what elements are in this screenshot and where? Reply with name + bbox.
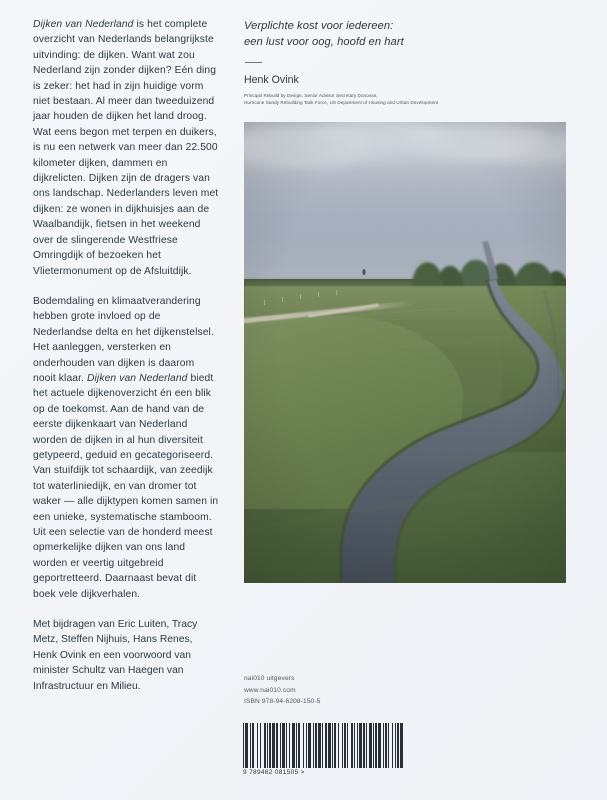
colophon-block bbox=[244, 673, 321, 708]
photo-scene bbox=[244, 122, 566, 583]
quote-line-1: Verplichte kost voor iedereen: bbox=[244, 20, 394, 32]
barcode-digits: 9 789462 081505 > bbox=[243, 769, 305, 776]
publisher-name: nai010 uitgevers bbox=[244, 675, 295, 682]
isbn-text: ISBN 978-94-6208-150-5 bbox=[244, 698, 321, 706]
contributors-paragraph: Met bijdragen van Eric Luiten, Tracy Metz, Steffen Nijhuis, Hans Renes, Henk Ovink en een voorwoord van minister Schultz van Haegen van Infrastructuur en Milieu. bbox=[33, 619, 198, 692]
photo-furrow bbox=[244, 342, 474, 365]
book-title-italic-2: Dijken van Nederland bbox=[87, 372, 188, 384]
quote-divider-rule bbox=[245, 62, 262, 63]
barcode-bars bbox=[243, 723, 404, 768]
blurb-paragraph-1-text: is het complete overzicht van Nederlands belangrijkste uitvinding: de dijken. Want wat zou Nederland zijn zonder dijken? Eén ding is zeker: het had in zijn huidige vorm niet bestaan. Al meer dan tweeduizend jaar houden de dijken het land droog. Wat eens begon met terpen en duikers, is nu een netwerk van meer dan 22.500 kilometer dijken, dammen en dijkrelicten. Dijken zijn de dragers van ons landschap. Nederlanders leven met dijken: ze wonen in dijkhuisjes aan de Waalbandijk, fietsen in het weekend over de slingerende Westfriese Omringdijk of bezoeken het Vlietermonument op de Afsluitdijk. bbox=[33, 19, 219, 277]
blurb-paragraph-2 bbox=[33, 294, 219, 602]
quote-author-name: Henk Ovink bbox=[244, 74, 299, 87]
quote-line-2: een lust voor oog, hoofd en hart bbox=[244, 36, 404, 48]
quote-affiliation-line-2: Hurricane Sandy Rebuilding Task Force, US Department of Housing and Urban Development bbox=[244, 99, 439, 105]
photo-waterway bbox=[244, 122, 566, 583]
photo-fence-posts bbox=[264, 290, 337, 305]
book-title-italic-1: Dijken van Nederland bbox=[33, 19, 134, 30]
cover-photograph bbox=[244, 122, 566, 583]
publisher-website: www.nai010.com bbox=[244, 686, 296, 694]
photo-furrow bbox=[244, 308, 464, 327]
blurb-paragraph-1 bbox=[33, 17, 219, 279]
pull-quote-block bbox=[244, 18, 569, 106]
blurb-paragraph-2-part-a: Bodemdaling en klimaatverandering hebben grote invloed op de Nederlandse delta en het dijkenstelsel. Het aanleggen, versterken en onderhouden van dijken is daarom nooit klaar. bbox=[33, 295, 214, 384]
photo-distant-figure bbox=[362, 269, 365, 275]
quote-affiliation-line-1: Principal Rebuild by Design, Senior Advisor Secretary Donovan, bbox=[244, 93, 378, 99]
isbn-barcode bbox=[243, 723, 404, 776]
blurb-column bbox=[33, 17, 219, 694]
blurb-paragraph-2-part-b: biedt het actuele dijkenoverzicht én een blik op de toekomst. Aan de hand van de eerste dijkenkaart van Nederland worden de dijken in al hun diversiteit getypeerd, geduid en gecategoriseerd. Van stuifdijk tot schaardijk, van zeedijk tot waterliniedijk, en van dromer tot waker — alle dijktypen komen samen in een unieke, systematische stamboom. Uit een selectie van de honderd meest opmerkelijke dijken van ons land worden er veertig uitgebreid geportretteerd. Daarnaast bevat dit boek vele dijkverhalen. bbox=[33, 372, 219, 600]
photo-upper-ditch bbox=[482, 241, 498, 280]
